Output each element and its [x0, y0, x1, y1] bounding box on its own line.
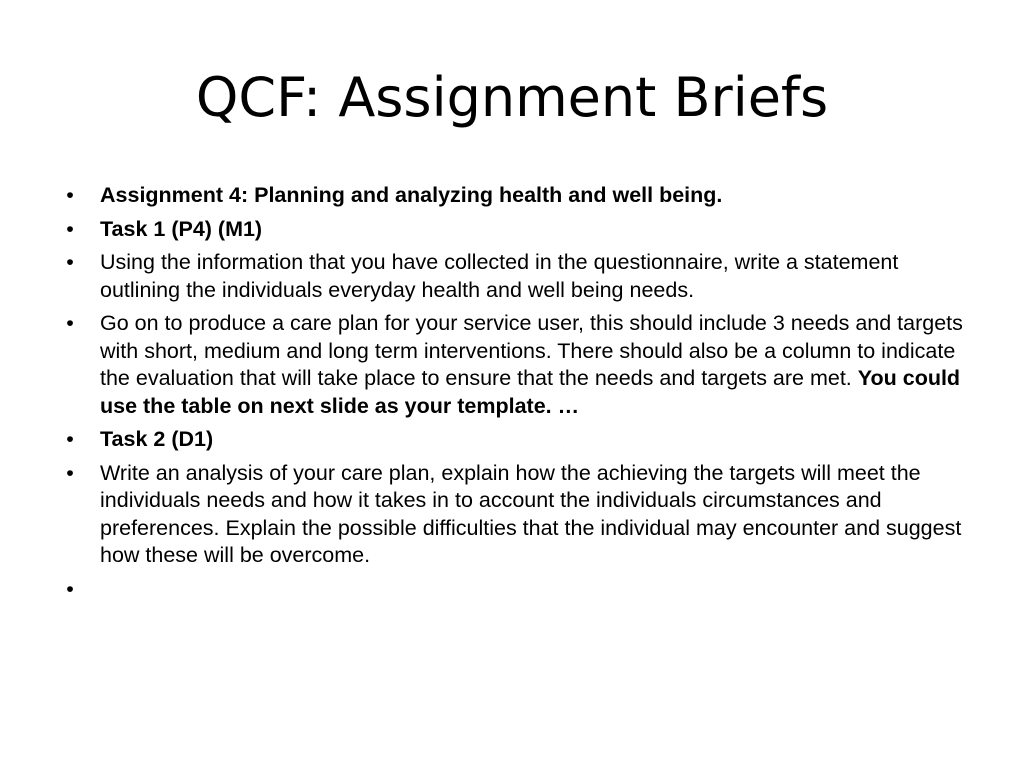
bullet-dot-icon: • — [66, 250, 74, 274]
bullet-task-2-heading — [60, 426, 970, 454]
bullet-list — [60, 182, 970, 609]
bullet-text — [100, 577, 106, 601]
bullet-dot-icon: • — [66, 216, 74, 241]
bullet-dot-icon: • — [66, 183, 74, 207]
bullet-assignment-title — [60, 182, 970, 210]
bullet-text: Using the information that you have collected in the questionnaire, write a statement outlining the individuals everyday health and well being needs. — [100, 250, 899, 302]
bullet-text: Task 2 (D1) — [100, 427, 214, 451]
bullet-task-1-care-plan — [60, 310, 970, 420]
bullet-bold-text: You could use the table on next slide as your template. … — [100, 366, 961, 418]
bullet-dot-icon: • — [66, 576, 74, 601]
bullet-dot-icon: • — [66, 427, 74, 451]
slide-title: QCF: Assignment Briefs — [195, 66, 829, 129]
bullet-text: Assignment 4: Planning and analyzing health and well being. — [100, 183, 723, 207]
bullet-empty — [60, 576, 970, 604]
bullet-text: Write an analysis of your care plan, explain how the achieving the targets will meet the individuals needs and how it takes in to account the individuals circumstances and preferences. Explain the possible difficulties that the individual may encounter and suggest how these will be overcome. — [100, 460, 962, 567]
bullet-text: Task 1 (P4) (M1) — [100, 216, 263, 241]
bullet-dot-icon: • — [66, 311, 74, 335]
bullet-task-1-heading — [60, 216, 970, 244]
bullet-task-2-analysis — [60, 460, 970, 570]
bullet-task-1-statement — [60, 249, 970, 304]
bullet-text: Go on to produce a care plan for your service user, this should include 3 needs and targets with short, medium and long term interventions. There should also be a column to indicate the evaluation that will take place to ensure that the needs and targets are met. — [100, 311, 963, 390]
bullet-dot-icon: • — [66, 460, 74, 485]
